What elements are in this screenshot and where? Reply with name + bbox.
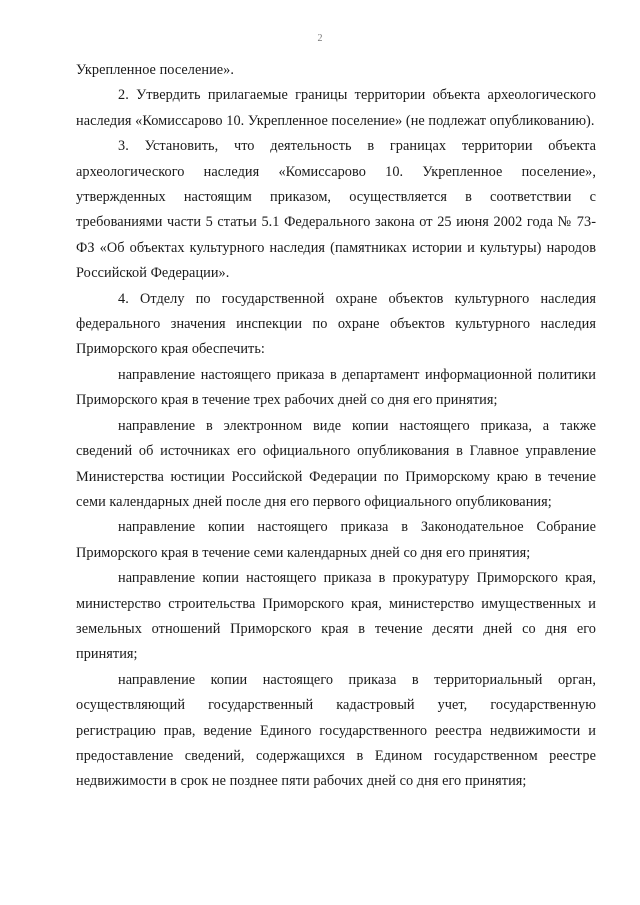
document-body: [76, 58, 596, 795]
paragraph-item-4: 4. Отделу по государственной охране объектов культурного наследия федерального значения инспекции по охране объектов культурного наследия Приморского края обеспечить:: [76, 290, 596, 358]
paragraph-item-3: 3. Установить, что деятельность в границах территории объекта археологического наследия «Комиссарово 10. Укрепленное поселение», утвержденных настоящим приказом, осуществляется в соответствии с требованиями части 5 статьи 5.1 Федерального закона от 25 июня 2002 года № 73-ФЗ «Об объектах культурного наследия (памятниках истории и культуры) народов Российской Федерации».: [76, 138, 596, 282]
page-number: 2: [317, 33, 323, 44]
paragraph-subitem: направление копии настоящего приказа в Законодательное Собрание Приморского края в течение семи календарных дней со дня его принятия;: [76, 519, 596, 561]
paragraph-item-2: 2. Утвердить прилагаемые границы территории объекта археологического наследия «Комиссарово 10. Укрепленное поселение» (не подлежат опубликованию).: [76, 87, 596, 129]
paragraph-subitem: направление в электронном виде копии настоящего приказа, а также сведений об источниках его официального опубликования в Главное управление Министерства юстиции Российской Федерации по Приморскому краю в течение семи календарных дней после дня его первого официального опубликования;: [76, 417, 596, 510]
paragraph-subitem: направление копии настоящего приказа в территориальный орган, осуществляющий государственный кадастровый учет, государственную регистрацию прав, ведение Единого государственного реестра недвижимости и предоставление сведений, содержащихся в Едином государственном реестре недвижимости в срок не позднее пяти рабочих дней со дня его принятия;: [76, 671, 596, 790]
paragraph-continuation: Укрепленное поселение».: [76, 62, 235, 78]
paragraph-subitem: направление копии настоящего приказа в прокуратуру Приморского края, министерство строительства Приморского края, министерство имущественных и земельных отношений Приморского края в течение десяти дней со дня его принятия;: [76, 570, 596, 663]
paragraph-subitem: направление настоящего приказа в департамент информационной политики Приморского края в течение трех рабочих дней со дня его принятия;: [76, 366, 596, 409]
